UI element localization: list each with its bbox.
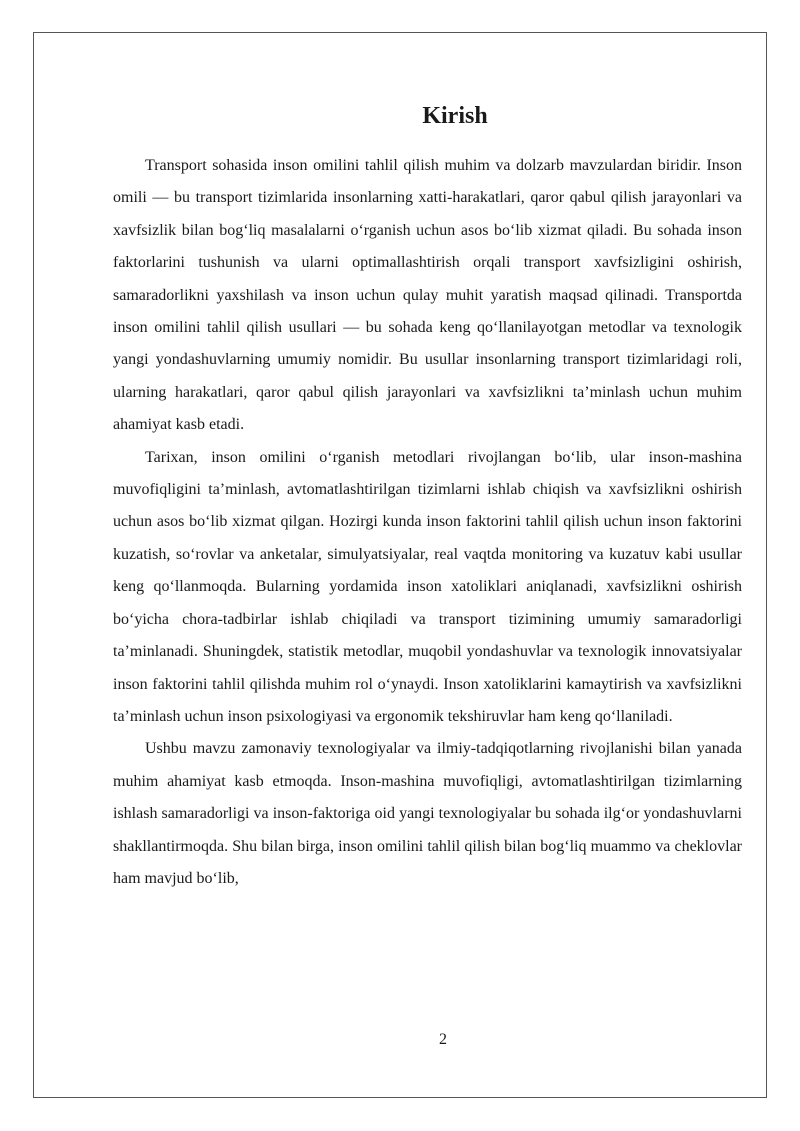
paragraph-history: Tarixan, inson omilini o‘rganish metodlari rivojlangan bo‘lib, ular inson-mashina muvofiqligini ta’minlash, avtomatlashtirilgan tizimlarni ishlab chiqish va xavfsizlikni oshirish uchun asos bo‘lib xizmat qilgan. Hozirgi kunda inson faktorini tahlil qilish uchun inson faktorini kuzatish, so‘rovlar va anketalar, simulyatsiyalar, real vaqtda monitoring va kuzatuv kabi usullar keng qo‘llanmoqda. Bularning yordamida inson xatoliklari aniqlanadi, xavfsizlikni oshirish bo‘yicha chora-tadbirlar ishlab chiqiladi va transport tizimining umumiy samaradorligi ta’minlanadi. Shuningdek, statistik metodlar, muqobil yondashuvlar va texnologik innovatsiyalar inson faktorini tahlil qilishda muhim rol o‘ynaydi. Inson xatoliklarini kamaytirish va xavfsizlikni ta’minlash uchun inson psixologiyasi va ergonomik tekshiruvlar ham keng qo‘llaniladi. xyxy=(113,448,742,725)
page-number: 2 xyxy=(439,1031,447,1048)
paragraph-modern: Ushbu mavzu zamonaviy texnologiyalar va ilmiy-tadqiqotlarning rivojlanishi bilan yanada muhim ahamiyat kasb etmoqda. Inson-mashina muvofiqligi, avtomatlashtirilgan tizimlarning ishlash samaradorligi va inson-faktoriga oid yangi texnologiyalar bu sohada ilg‘or yondashuvlarni shakllantirmoqda. Shu bilan birga, inson omilini tahlil qilish bilan bog‘liq muammo va cheklovlar ham mavjud bo‘lib, xyxy=(113,740,742,887)
section-title: Kirish xyxy=(422,103,488,129)
page-content xyxy=(113,96,742,895)
paragraph-intro: Transport sohasida inson omilini tahlil qilish muhim va dolzarb mavzulardan biridir. Inson omili — bu transport tizimlarida insonlarning xatti-harakatlari, qaror qabul qilish jarayonlari va xavfsizlik bilan bog‘liq masalalarni o‘rganish uchun asos bo‘lib xizmat qiladi. Bu sohada inson faktorlarini tushunish va ularni optimallashtirish orqali transport xavfsizligini oshirish, samaradorlikni yaxshilash va inson uchun qulay muhit yaratish maqsad qilinadi. Transportda inson omilini tahlil qilish usullari — bu sohada keng qo‘llanilayotgan metodlar va texnologik yangi yondashuvlarning umumiy nomidir. Bu usullar insonlarning transport tizimlaridagi roli, ularning harakatlari, qaror qabul qilish jarayonlari va xavfsizlikni ta’minlash uchun muhim ahamiyat kasb etadi. xyxy=(113,157,742,434)
